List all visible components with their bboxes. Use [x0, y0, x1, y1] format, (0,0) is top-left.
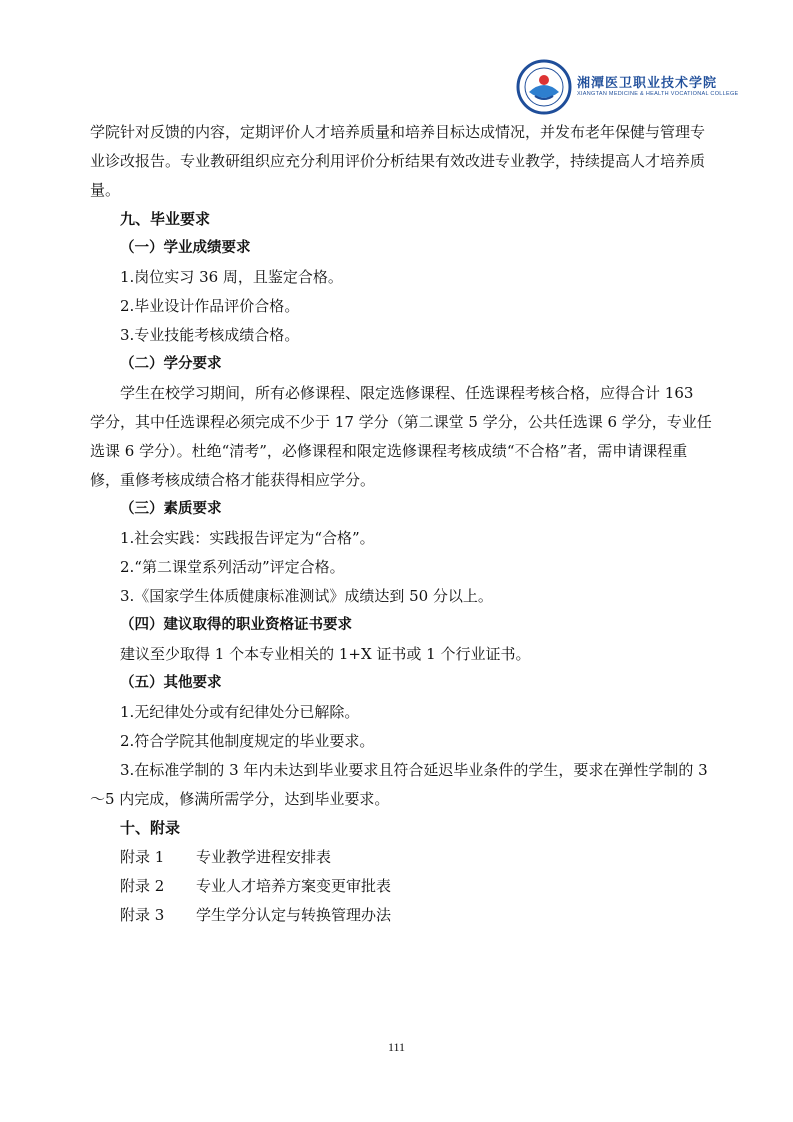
appendix-item	[90, 843, 713, 872]
appendix-title: 学生学分认定与转换管理办法	[196, 906, 392, 924]
appendix-number: 附录 1	[120, 848, 165, 866]
appendix-item	[90, 872, 713, 901]
intro-paragraph: 学院针对反馈的内容，定期评价人才培养质量和培养目标达成情况，并发布老年保健与管理专业诊改报告。专业教研组织应充分利用评价分析结果有效改进专业教学，持续提高人才培养质量。	[90, 123, 706, 199]
logo-name-en: XIANGTAN MEDICINE & HEALTH VOCATIONAL COLLEGE	[577, 91, 739, 97]
college-emblem-icon	[515, 58, 573, 116]
credit-requirement-paragraph: 学生在校学习期间，所有必修课程、限定选修课程、任选课程考核合格，应得合计 163 学分，其中任选课程必须完成不少于 17 学分（第二课堂 5 学分，公共任选课 6 学分，专业任选课 6 学分）。杜绝“清考”，必修课程和限定选修课程考核成绩“不合格”者，需申请课程重修，重修考核成绩合格才能获得相应学分。	[90, 384, 712, 489]
subsection-1-title: （一）学业成绩要求	[120, 240, 251, 256]
appendix-title: 专业人才培养方案变更审批表	[196, 877, 392, 895]
college-logo	[515, 58, 739, 118]
appendix-number: 附录 3	[120, 906, 165, 924]
list-item: 3.在标准学制的 3 年内未达到毕业要求且符合延迟毕业条件的学生，要求在弹性学制的 3～5 内完成，修满所需学分，达到毕业要求。	[90, 761, 708, 808]
subsection-4-title: （四）建议取得的职业资格证书要求	[120, 617, 352, 633]
page-number: 111	[387, 1040, 406, 1054]
list-item: 1.岗位实习 36 周，且鉴定合格。	[120, 268, 343, 286]
appendix-number: 附录 2	[120, 877, 165, 895]
list-item: 3.专业技能考核成绩合格。	[120, 326, 300, 344]
logo-name-cn: 湘潭医卫职业技术学院	[577, 76, 718, 91]
list-item: 1.无纪律处分或有纪律处分已解除。	[120, 703, 360, 721]
appendix-item	[90, 901, 713, 930]
section-10-title: 十、附录	[120, 819, 181, 837]
list-item: 2.符合学院其他制度规定的毕业要求。	[120, 732, 375, 750]
subsection-3-title: （三）素质要求	[120, 501, 222, 517]
section-9-title: 九、毕业要求	[120, 210, 211, 228]
list-item: 3.《国家学生体质健康标准测试》成绩达到 50 分以上。	[120, 587, 493, 605]
list-item: 2.“第二课堂系列活动”评定合格。	[120, 558, 345, 576]
list-item: 2.毕业设计作品评价合格。	[120, 297, 300, 315]
subsection-2-title: （二）学分要求	[120, 356, 222, 372]
document-body	[90, 118, 713, 930]
appendix-title: 专业教学进程安排表	[196, 848, 332, 866]
subsection-5-title: （五）其他要求	[120, 675, 222, 691]
list-item: 1.社会实践：实践报告评定为“合格”。	[120, 529, 375, 547]
certificate-paragraph: 建议至少取得 1 个本专业相关的 1+X 证书或 1 个行业证书。	[120, 645, 531, 663]
